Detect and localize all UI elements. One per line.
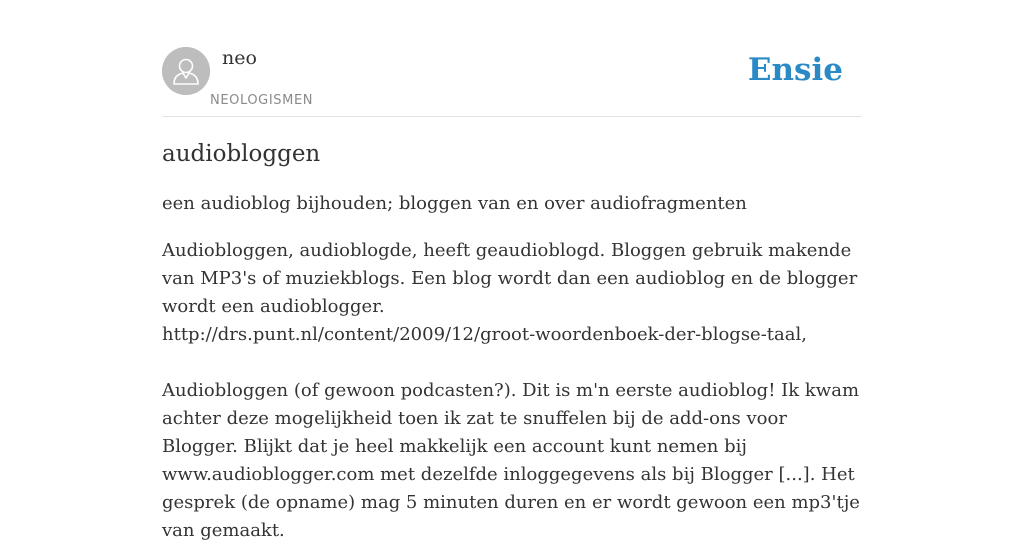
author-avatar[interactable] (162, 47, 210, 95)
header (162, 0, 862, 117)
entry-body: Audiobloggen, audioblogde, heeft geaudioblogd. Bloggen gebruik makende van MP3's of muziekblogs. Een blog wordt dan een audioblog en de blogger wordt een audioblogger. http://drs.punt.nl/content/2009/12/groot-woordenboek-der-blogse-taal, Audiobloggen (of gewoon podcasten?). Dit is m'n eerste audioblog! Ik kwam achter deze mogelijkheid toen ik zat te snuffelen bij de add-ons voor Blogger. Blijkt dat je heel makkelijk een account kunt nemen bij www.audioblogger.com met dezelfde inloggegevens als bij Blogger [...]. Het gesprek (de opname) mag 5 minuten duren en er wordt gewoon een mp3'tje van gemaakt. (162, 240, 860, 541)
entry-title: audiobloggen (162, 141, 321, 167)
author-name[interactable]: neo (222, 47, 257, 69)
entry-definition: een audioblog bijhouden; bloggen van en over audiofragmenten (162, 193, 747, 214)
category-link[interactable]: NEOLOGISMEN (210, 93, 314, 108)
entry-content (162, 138, 864, 545)
user-icon (162, 47, 210, 95)
site-logo[interactable]: Ensie (747, 52, 843, 88)
